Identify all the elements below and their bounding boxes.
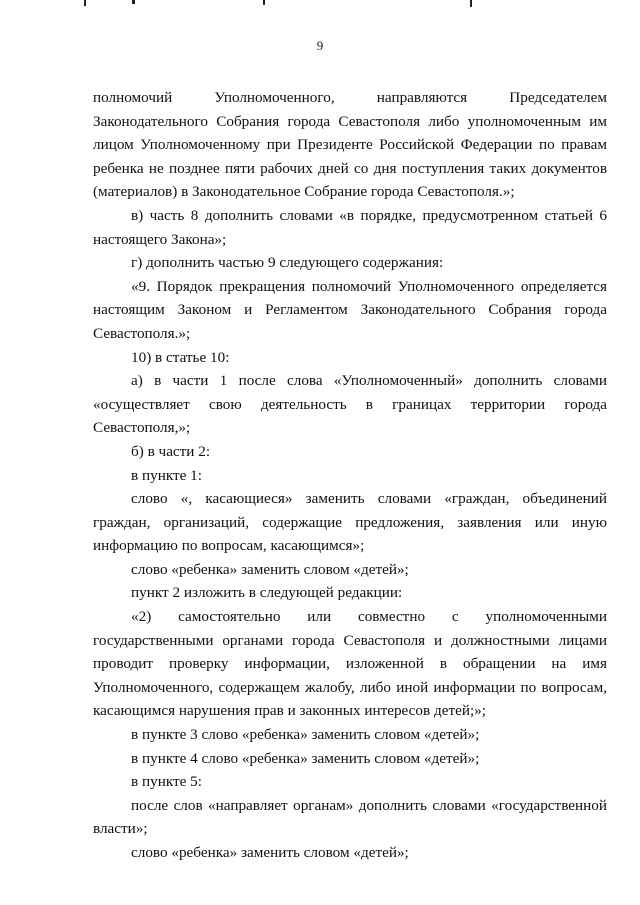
page-number: 9 [316, 38, 324, 53]
paragraph: в пункте 3 слово «ребенка» заменить словом «детей»; [131, 726, 480, 744]
body-text [93, 86, 607, 865]
paragraph: после слов «направляет органам» дополнить словами «государственной власти»; [93, 796, 607, 838]
paragraph: 10) в статье 10: [131, 348, 230, 366]
scan-artifact [132, 0, 135, 4]
paragraph: «9. Порядок прекращения полномочий Уполномоченного определяется настоящим Законом и Регламентом Законодательного Собрания города Севастополя.»; [93, 277, 607, 342]
paragraph: б) в части 2: [131, 442, 211, 460]
paragraph: г) дополнить частью 9 следующего содержания: [131, 254, 444, 272]
paragraph: полномочий Уполномоченного, направляются Председателем Законодательного Собрания города Севастополя либо уполномоченным им лицом Уполномоченному при Президенте Российской Федерации по правам ребенка не позднее пяти рабочих дней со дня поступления таких документов (материалов) в Законодательное Собрание города Севастополя.»; [93, 89, 607, 201]
paragraph: в пункте 5: [131, 773, 202, 791]
scan-artifact [84, 0, 86, 6]
scan-artifact [263, 0, 265, 5]
paragraph: пункт 2 изложить в следующей редакции: [131, 584, 403, 602]
paragraph: «2) самостоятельно или совместно с уполномоченными государственными органами города Севастополя и должностными лицами проводит проверку информации, изложенной в обращении на имя Уполномоченного, содержащем жалобу, либо иной информации по вопросам, касающимся нарушения прав и законных интересов детей;»; [93, 608, 607, 720]
paragraph: в) часть 8 дополнить словами «в порядке, предусмотренном статьей 6 настоящего Закона»; [93, 206, 607, 248]
paragraph: в пункте 4 слово «ребенка» заменить словом «детей»; [131, 749, 480, 767]
paragraph: слово «, касающиеся» заменить словами «граждан, объединений граждан, организаций, содержащие предложения, заявления или иную информацию по вопросам, касающимся»; [93, 490, 607, 555]
paragraph: в пункте 1: [131, 466, 202, 484]
scan-artifact [470, 0, 472, 7]
paragraph: слово «ребенка» заменить словом «детей»; [131, 844, 409, 861]
paragraph: а) в части 1 после слова «Уполномоченный» дополнить словами «осуществляет свою деятельность в границах территории города Севастополя,»; [93, 372, 607, 437]
paragraph: слово «ребенка» заменить словом «детей»; [131, 560, 409, 578]
